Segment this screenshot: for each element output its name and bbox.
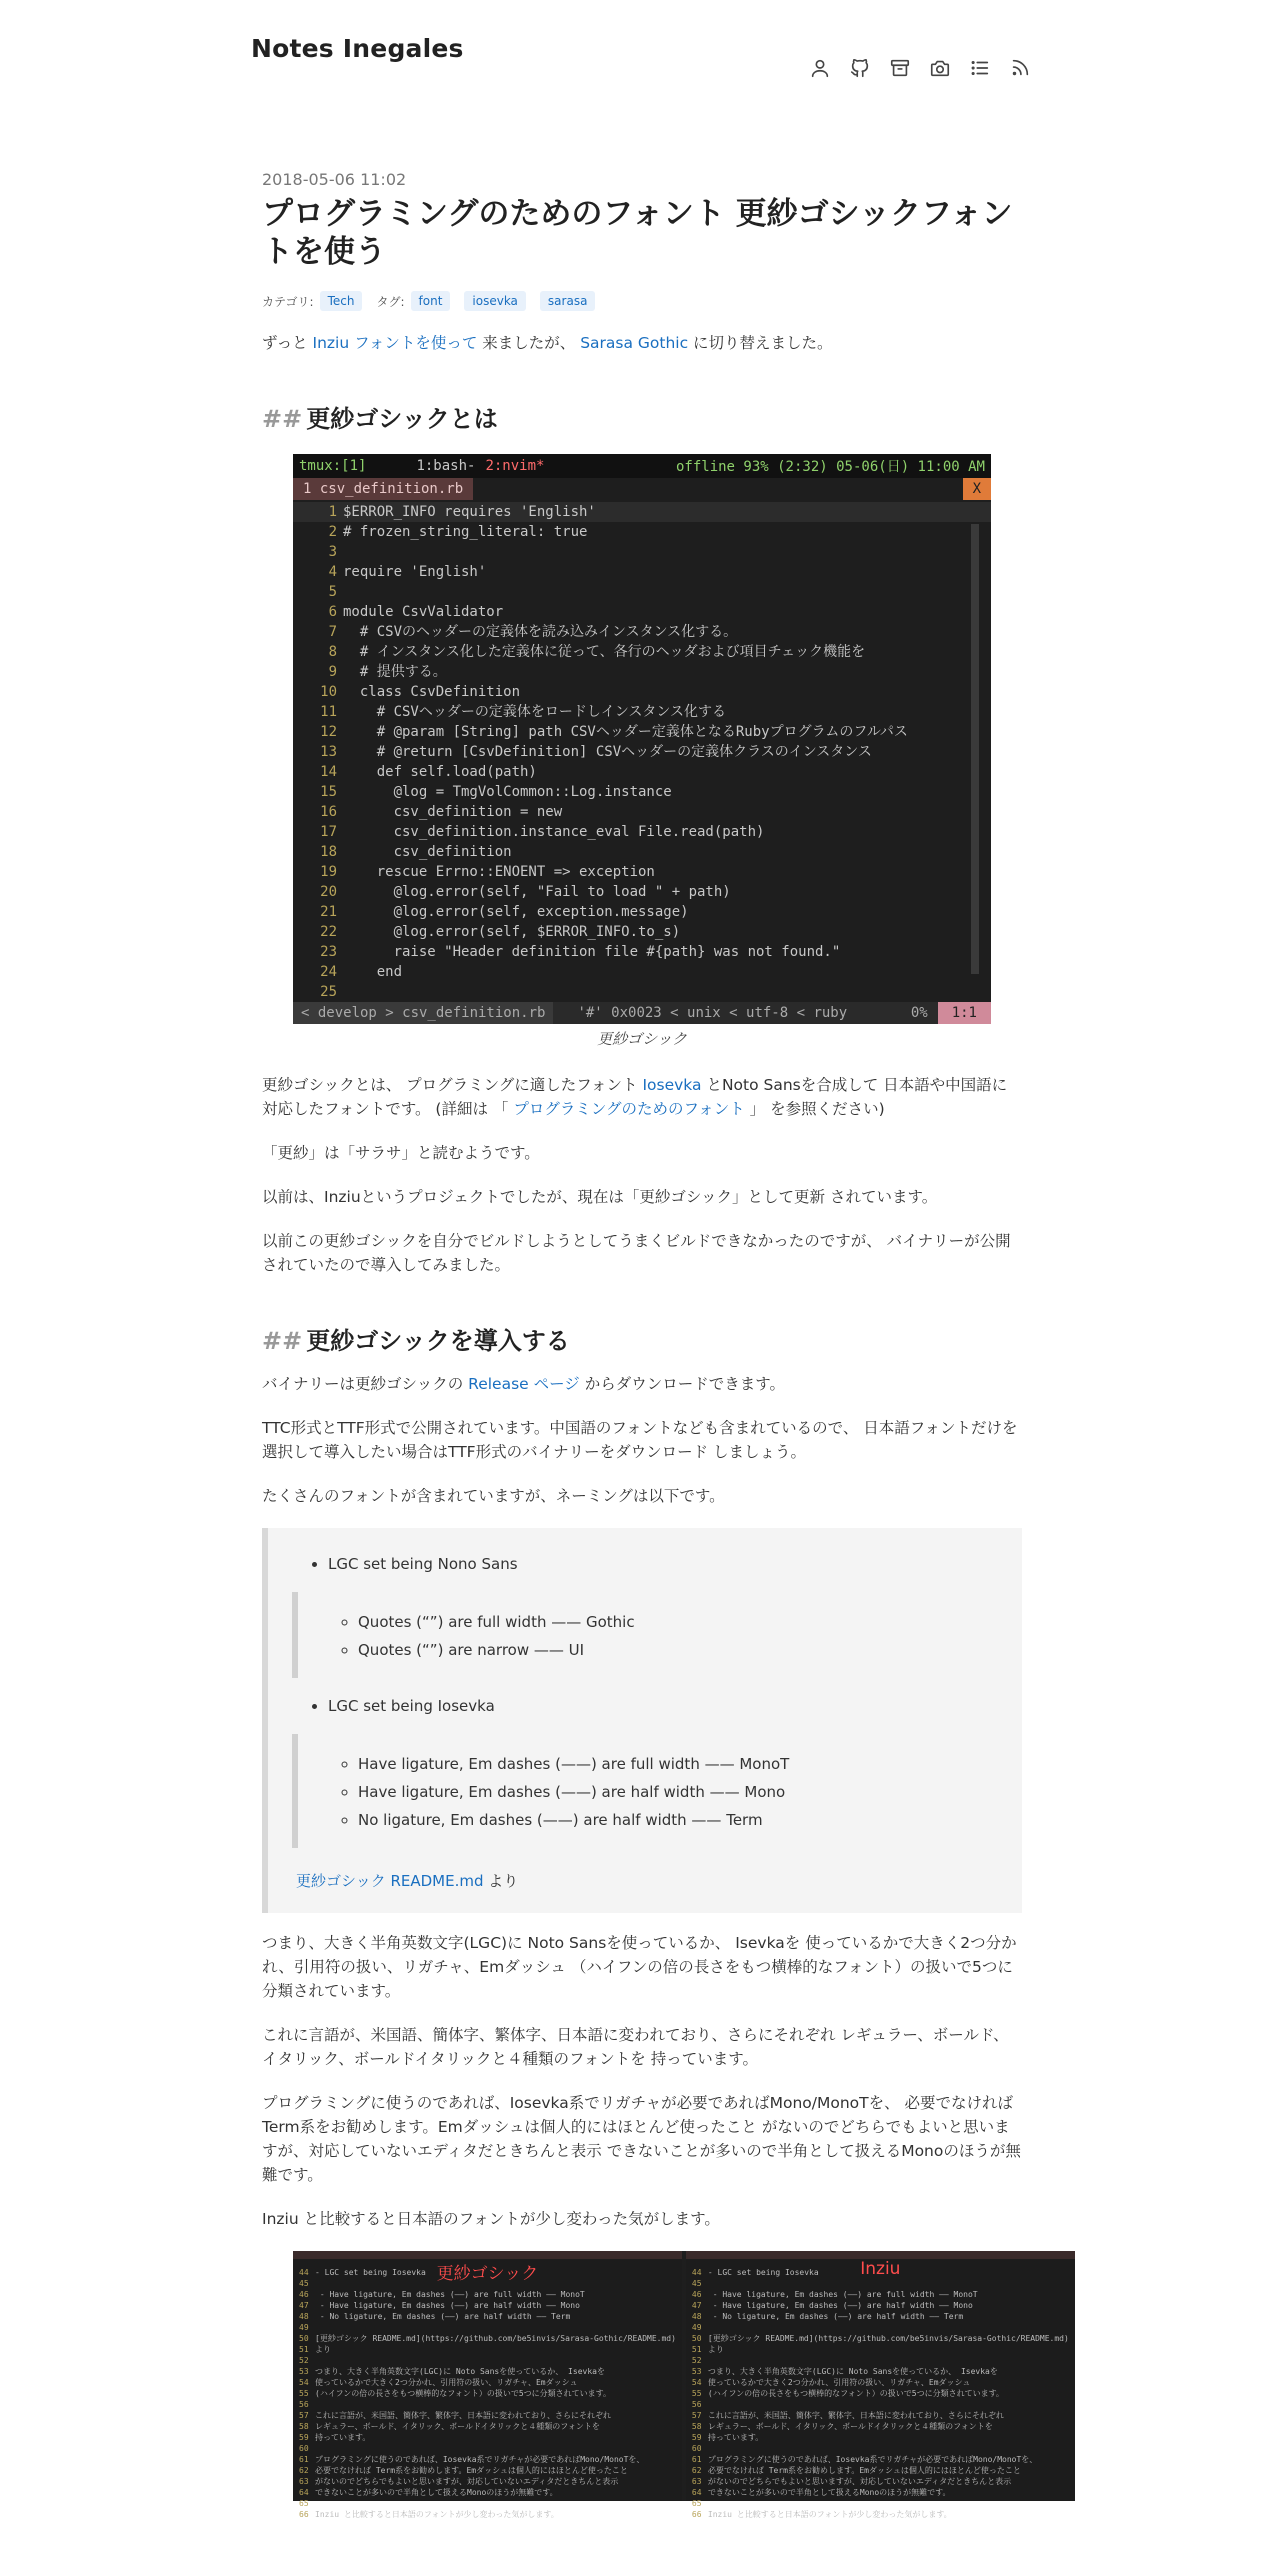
compare-line: 62 必要でなければ Term系をお勧めします。Emダッシュは個人的にはほとんど使ったこと (299, 2466, 628, 2475)
code-line: 2 # frozen_string_literal: true (328, 524, 588, 540)
compare-line: 55 (ハイフンの倍の長さをもつ横棒的なフォント）の扱いで5つに分類されています。 (691, 2389, 1004, 2398)
compare-line: 44 - LGC set being Iosevka (299, 2268, 426, 2277)
compare-line: 65 (691, 2499, 702, 2508)
code-line: 14 def self.load(path) (320, 764, 537, 780)
code-line: 24 end (320, 964, 403, 980)
compare-line: 49 (299, 2323, 309, 2332)
intro-paragraph: ずっと Inziu フォントを使って 来ましたが、 Sarasa Gothic に切り替えました。 (262, 334, 833, 352)
code-line: 20 @log.error(self, "Fail to load " + path) (320, 884, 731, 900)
compare-line: 64 できないことが多いので半角として扱えるMonoのほうが無難です。 (299, 2488, 558, 2497)
paragraph: バイナリーは更紗ゴシックの Release ページ からダウンロードできます。 (262, 1375, 786, 1393)
paragraph: TTC形式とTTF形式で公開されています。中国語のフォントなども含まれているので、 日本語フォントだけを選択して導入したい場合はTTF形式のバイナリーをダウンロード しましょう。 (262, 1419, 1018, 1461)
inziu-panel (686, 2251, 1075, 2519)
compare-line: 58 レギュラー、ボールド、イタリック、ボールドイタリックと４種類のフォントを (299, 2422, 600, 2431)
compare-line: 63 がないのでどちらでもよいと思いますが、対応していないエディタだときちんと表示 (691, 2477, 1012, 2486)
compare-line: 58 レギュラー、ボールド、イタリック、ボールドイタリックと４種類のフォントを (691, 2422, 993, 2431)
compare-line: 49 (691, 2323, 702, 2332)
list-item: • LGC set being Nono Sans (328, 1550, 1002, 1578)
code-line: 3 (328, 544, 337, 560)
terminal-screenshot (293, 454, 991, 1024)
compare-line: 64 できないことが多いので半角として扱えるMonoのほうが無難です。 (691, 2488, 951, 2497)
sarasa-panel (293, 2251, 682, 2519)
code-line: 8 # インスタンス化した定義体に従って、各行のヘッダおよび項目チェック機能を (328, 644, 866, 660)
github-icon[interactable] (840, 52, 880, 84)
compare-line: 47 - Have ligature, Em dashes (——) are half width —— Mono (691, 2301, 973, 2310)
vim-tabline: 1 csv_definition.rb X (293, 478, 991, 500)
code-line: 12 # @param [String] path CSVヘッダー定義体となるRubyプログラムのフルパス (320, 724, 908, 740)
compare-line: 52 (299, 2356, 309, 2365)
compare-line: 51 より (691, 2345, 724, 2354)
code-line: 11 # CSVヘッダーの定義体をロードしインスタンス化する (320, 704, 727, 720)
compare-line: 60 (691, 2444, 702, 2453)
code-line: 13 # @return [CsvDefinition] CSVヘッダーの定義体クラスのインスタンス (320, 744, 872, 760)
list-item: ◦ Have ligature, Em dashes (——) are full width —— MonoT (358, 1750, 1002, 1778)
sarasa-link[interactable]: Sarasa Gothic (580, 334, 689, 352)
compare-line: 59 持っています。 (299, 2433, 371, 2442)
code-line: 4 require 'English' (328, 564, 487, 580)
code-line: 22 @log.error(self, $ERROR_INFO.to_s) (320, 924, 681, 940)
code-line: 9 # 提供する。 (328, 664, 447, 680)
compare-line: 66 Inziu と比較すると日本語のフォントが少し変わった気がします。 (299, 2510, 559, 2519)
compare-line: 45 (691, 2279, 702, 2288)
paragraph: これに言語が、米国語、簡体字、繁体字、日本語に変われており、さらにそれぞれ レギュラー、ボールド、イタリック、ボールドイタリックと４種類のフォントを 持っています。 (262, 2026, 1009, 2068)
code-line: 25 (320, 984, 337, 1000)
category-label: カテゴリ: (262, 294, 314, 309)
readme-link[interactable]: 更紗ゴシック README.md (296, 1872, 484, 1890)
code-line: 1 $ERROR_INFO requires 'English' (293, 502, 991, 522)
vim-statusline: < develop > csv_definition.rb '#' 0x0023 < unix < utf-8 < ruby 0% 1:1 (293, 1002, 991, 1024)
camera-icon[interactable] (920, 52, 960, 84)
paragraph: たくさんのフォントが含まれていますが、ネーミングは以下です。 (262, 1487, 725, 1505)
compare-line: 63 がないのでどちらでもよいと思いますが、対応していないエディタだときちんと表示 (299, 2477, 619, 2486)
compare-line: 61 プログラミングに使うのであれば、Iosevka系でリガチャが必要であればMono/MonoTを、 (299, 2455, 645, 2464)
compare-line: 57 これに言語が、米国語、簡体字、繁体字、日本語に変われており、さらにそれぞれ (691, 2411, 1004, 2420)
tag-iosevka[interactable]: iosevka (464, 291, 526, 311)
compare-line: 54 使っているかで大きく2つ分かれ、引用符の扱い、リガチャ、Emダッシュ (691, 2378, 971, 2387)
compare-line: 50 [更紗ゴシック README.md](https://github.com/be5invis/Sarasa-Gothic/README.md) (691, 2334, 1069, 2343)
inziu-link[interactable]: Inziu フォントを使って (312, 334, 478, 352)
compare-line: 61 プログラミングに使うのであれば、Iosevka系でリガチャが必要であればMono/MonoTを、 (691, 2455, 1038, 2464)
section-heading-install: ## 更紗ゴシックを導入する (262, 1327, 570, 1355)
compare-line: 48 - No ligature, Em dashes (——) are half width —— Term (299, 2312, 571, 2321)
top-nav (800, 52, 1040, 84)
list-item: ◦ Quotes (“”) are narrow —— UI (358, 1636, 1002, 1664)
compare-line: 50 [更紗ゴシック README.md](https://github.com/be5invis/Sarasa-Gothic/README.md) (299, 2334, 676, 2343)
compare-line: 55 (ハイフンの倍の長さをもつ横棒的なフォント）の扱いで5つに分類されています。 (299, 2389, 612, 2398)
iosevka-link[interactable]: Iosevka (642, 1076, 702, 1094)
compare-line: 62 必要でなければ Term系をお勧めします。Emダッシュは個人的にはほとんど使ったこと (691, 2466, 1021, 2475)
release-page-link[interactable]: Release ページ (468, 1375, 580, 1393)
nested-blockquote (292, 1734, 1002, 1848)
paragraph: つまり、大きく半角英数文字(LGC)に Noto Sansを使っているか、 Isevkaを 使っているかで大きく2つ分かれ、引用符の扱い、リガチャ、Emダッシュ （ハイフンの倍の長さをもつ横棒的なフォント）の扱いで5つに分類されています。 (262, 1934, 1017, 2000)
site-title[interactable]: Notes Inegales (251, 34, 464, 63)
code-lines (293, 500, 991, 1002)
paragraph: プログラミングに使うのであれば、Iosevka系でリガチャが必要であればMono/MonoTを、 必要でなければ Term系をお勧めします。Emダッシュは個人的にはほとんど使ったこと がないのでどちらでもよいと思いますが、対応していないエディタだときちんと表示 できないことが多いので半角として扱えるMonoのほうが無難です。 (262, 2094, 1021, 2184)
code-line: 15 @log = TmgVolCommon::Log.instance (320, 784, 672, 800)
code-line: 23 raise "Header definition file #{path} was not found." (320, 944, 841, 960)
compare-line: 54 使っているかで大きく2つ分かれ、引用符の扱い、リガチャ、Emダッシュ (299, 2378, 578, 2387)
list-item: ◦ No ligature, Em dashes (——) are half width —— Term (358, 1806, 1002, 1834)
compare-line: 46 - Have ligature, Em dashes (——) are full width —— MonoT (691, 2290, 978, 2299)
code-line: 6 module CsvValidator (328, 604, 504, 620)
section-heading-about: ## 更紗ゴシックとは (262, 405, 498, 433)
tag-font[interactable]: font (411, 291, 451, 311)
compare-line: 46 - Have ligature, Em dashes (——) are full width —— MonoT (299, 2290, 585, 2299)
list-item: ◦ Have ligature, Em dashes (——) are half width —— Mono (358, 1778, 1002, 1806)
comparison-screenshot (293, 2251, 1069, 2519)
compare-line: 65 (299, 2499, 309, 2508)
inziu-panel-title: Inziu (860, 2259, 901, 2279)
paragraph: 以前は、Inziuというプロジェクトでしたが、現在は「更紗ゴシック」として更新 されています。 (262, 1188, 938, 1206)
blockquote (262, 1528, 1022, 1913)
tags-label: タグ: (376, 294, 405, 309)
article (262, 170, 1069, 2519)
compare-line: 57 これに言語が、米国語、簡体字、繁体字、日本語に変われており、さらにそれぞれ (299, 2411, 611, 2420)
compare-line: 59 持っています。 (691, 2433, 764, 2442)
code-line: 7 # CSVのヘッダーの定義体を読み込みインスタンス化する。 (328, 624, 738, 640)
compare-line: 56 (299, 2400, 309, 2409)
paragraph: Inziu と比較すると日本語のフォントが少し変わった気がします。 (262, 2210, 720, 2228)
code-line: 18 csv_definition (320, 844, 512, 860)
code-line: 17 csv_definition.instance_eval File.read(path) (320, 824, 765, 840)
terminal-scrollbar (971, 524, 979, 974)
paragraph: 以前この更紗ゴシックを自分でビルドしようとしてうまくビルドできなかったのですが、 バイナリーが公開されていたので導入してみました。 (262, 1232, 1011, 1274)
compare-line: 56 (691, 2400, 702, 2409)
code-line: 10 class CsvDefinition (320, 684, 521, 700)
compare-line: 48 - No ligature, Em dashes (——) are half width —— Term (691, 2312, 964, 2321)
post-title: プログラミングのためのフォント 更紗ゴシックフォントを使う (262, 196, 1013, 270)
code-line: 5 (328, 584, 337, 600)
post-date: 2018-05-06 11:02 (262, 170, 407, 189)
list-icon[interactable] (960, 52, 1000, 84)
compare-line: 44 - LGC set being Iosevka (691, 2268, 819, 2277)
code-line: 19 rescue Errno::ENOENT => exception (320, 864, 655, 880)
compare-line: 53 つまり、大きく半角英数文字(LGC)に Noto Sansを使っているか、 Isevkaを (691, 2367, 998, 2376)
compare-line: 52 (691, 2356, 702, 2365)
code-line: 21 @log.error(self, exception.message) (320, 904, 689, 920)
nested-blockquote (292, 1592, 1002, 1678)
compare-line: 47 - Have ligature, Em dashes (——) are half width —— Mono (299, 2301, 580, 2310)
list-item: ◦ Quotes (“”) are full width —— Gothic (358, 1608, 1002, 1636)
quote-source: 更紗ゴシック README.md より (296, 1872, 519, 1890)
image-caption: 更紗ゴシック (597, 1030, 687, 1048)
archive-icon[interactable] (880, 52, 920, 84)
post-meta (262, 291, 1022, 311)
list-item: • LGC set being Iosevka (328, 1692, 1002, 1720)
category-tag[interactable]: Tech (320, 291, 363, 311)
compare-line: 45 (299, 2279, 309, 2288)
sarasa-panel-title: 更紗ゴシック (436, 2264, 539, 2284)
tmux-status-bar: tmux:[1] 1:bash- 2:nvim* offline 93% (2:32) 05-06(日) 11:00 AM (293, 454, 991, 478)
compare-line: 60 (299, 2444, 309, 2453)
compare-line: 53 つまり、大きく半角英数文字(LGC)に Noto Sansを使っているか、 Isevkaを (299, 2367, 605, 2376)
compare-line: 66 Inziu と比較すると日本語のフォントが少し変わった気がします。 (691, 2510, 952, 2519)
person-icon[interactable] (800, 52, 840, 84)
tag-sarasa[interactable]: sarasa (540, 291, 596, 311)
programming-font-link[interactable]: プログラミングのためのフォント (513, 1100, 745, 1118)
paragraph: 更紗ゴシックとは、 プログラミングに適したフォント Iosevka とNoto Sansを合成して 日本語や中国語に対応したフォントです。 (詳細は 「 プログラミングのためのフォント 」 を参照ください) (262, 1076, 1008, 1118)
rss-icon[interactable] (1000, 52, 1040, 84)
paragraph: 「更紗」は「サラサ」と読むようです。 (262, 1144, 540, 1162)
code-line: 16 csv_definition = new (320, 804, 563, 820)
compare-line: 51 より (299, 2345, 331, 2354)
